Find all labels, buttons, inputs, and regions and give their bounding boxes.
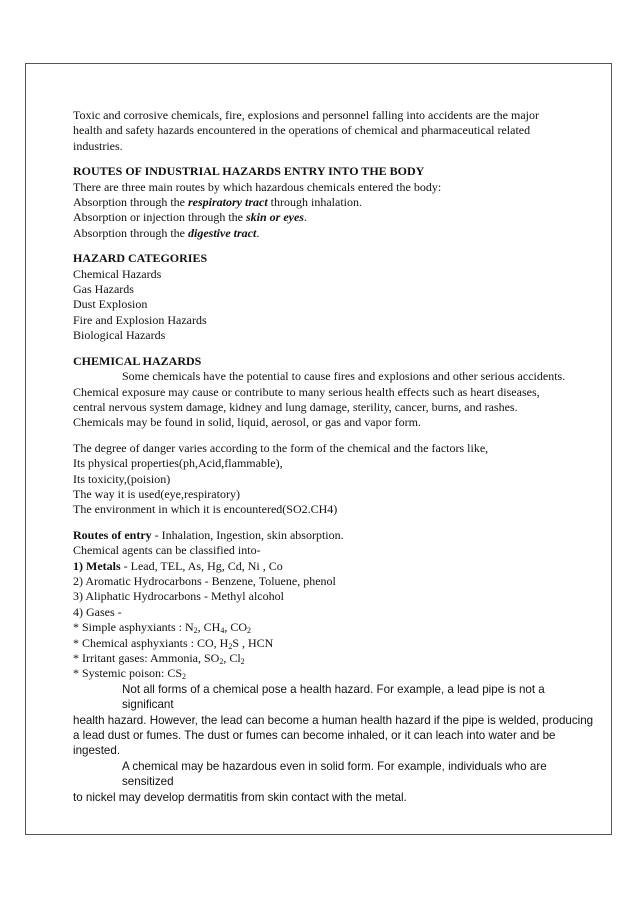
forms-para-line: A chemical may be hazardous even in solid form. For example, individuals who are sensitized [122,759,547,789]
list-item: Its physical properties(ph,Acid,flammable), [56,456,596,471]
list-item: Chemical Hazards [56,267,596,282]
list-item: Dust Explosion [56,297,596,312]
chemical-asphyxiants: * Chemical asphyxiants : CO, $H_2S$ , HCN [73,635,274,651]
forms-para-line: Not all forms of a chemical pose a health hazard. For example, a lead pipe is not a significant [122,682,545,712]
document-page [56,108,596,805]
classified-line: Chemical agents can be classified into- [73,543,261,558]
simple-asphyxiants: * Simple asphyxiants : $N_2$, $CH_4$, $CO_2$ [73,620,252,636]
route-digestive: Absorption through the digestive tract. [73,225,260,240]
route-respiratory: Absorption through the respiratory tract through inhalation. [73,195,362,210]
bullet-icon [56,472,73,487]
list-item: Biological Hazards [56,328,596,343]
list-item: Its toxicity,(poision) [56,472,596,487]
chemical-para-line: central nervous system damage, kidney and lung damage, sterility, cancer, burns, and rashes. [73,399,518,414]
categories-heading: HAZARD CATEGORIES [73,251,208,266]
route-skin: Absorption or injection through the skin or eyes. [73,210,307,225]
metals-line: 1) Metals - Lead, TEL, As, Hg, Cd, Ni , Co [73,558,283,573]
systemic-poison: * Systemic poison: $CS_2$ [73,666,187,682]
bullet-icon [56,502,73,517]
chemical-para-line: Chemical exposure may cause or contribute to many serious health effects such as heart diseases, [73,384,540,399]
aromatic-line: 2) Aromatic Hydrocarbons - Benzene, Toluene, phenol [73,573,336,588]
danger-para: The degree of danger varies according to the form of the chemical and the factors like, [73,440,489,455]
gases-line: 4) Gases - [73,604,122,619]
bullet-icon [56,267,73,282]
chemical-heading: CHEMICAL HAZARDS [73,353,202,368]
forms-para-line: to nickel may develop dermatitis from skin contact with the metal. [73,790,407,804]
list-item: The environment in which it is encountered(SO2.CH4) [56,502,596,517]
bullet-icon [56,328,73,343]
bullet-icon [56,297,73,312]
routes-heading: ROUTES OF INDUSTRIAL HAZARDS ENTRY INTO THE BODY [73,164,425,179]
routes-intro: There are three main routes by which hazardous chemicals entered the body: [73,179,442,194]
bullet-icon [56,282,73,297]
aliphatic-line: 3) Aliphatic Hydrocarbons - Methyl alcohol [73,589,284,604]
forms-para-line: ingested. [73,744,121,758]
intro-line: Toxic and corrosive chemicals, fire, explosions and personnel falling into accidents are the major [73,108,540,122]
irritant-gases: * Irritant gases: Ammonia, $SO_2$, $Cl_2$ [73,651,245,666]
list-item: Fire and Explosion Hazards [56,313,596,328]
intro-line: industries. [73,138,123,153]
chemical-para-line: Some chemicals have the potential to cause fires and explosions and other serious accidents. [122,369,566,384]
list-item: The way it is used(eye,respiratory) [56,487,596,502]
intro-line: health and safety hazards encountered in the operations of chemical and pharmaceutical related [73,123,531,138]
routes-of-entry: Routes of entry - Inhalation, Ingestion, skin absorption. [73,527,344,542]
bullet-icon [56,313,73,328]
bullet-icon [56,456,73,471]
list-item: Gas Hazards [56,282,596,297]
bullet-icon [56,487,73,502]
forms-para-line: health hazard. However, the lead can become a human health hazard if the pipe is welded, producing [73,713,594,727]
forms-para-line: a lead dust or fumes. The dust or fumes can become inhaled, or it can leach into water and be [73,729,556,743]
chemical-para-line: Chemicals may be found in solid, liquid, aerosol, or gas and vapor form. [73,415,421,430]
